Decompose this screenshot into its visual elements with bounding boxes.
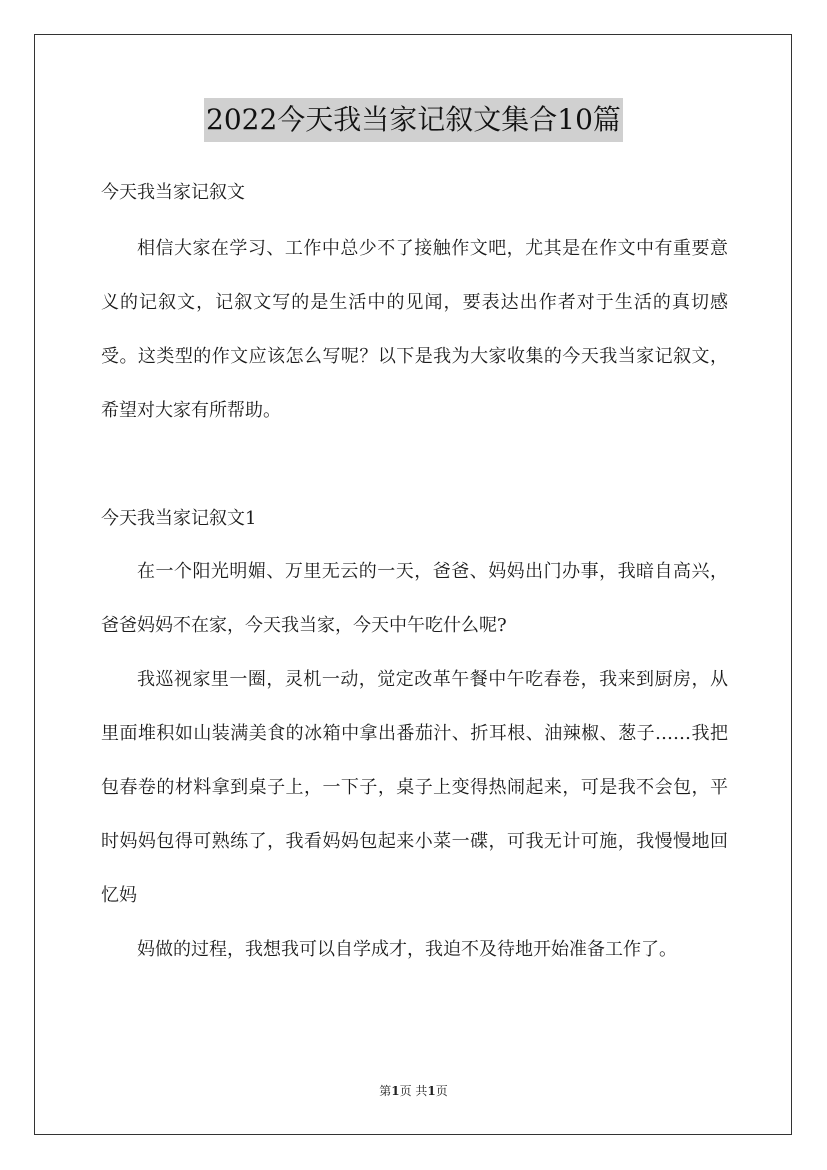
footer-page-total: 1: [427, 1084, 436, 1098]
footer-page-prefix: 第: [379, 1084, 392, 1098]
intro-paragraph: 相信大家在学习、工作中总少不了接触作文吧，尤其是在作文中有重要意义的记叙文，记叙文写的是生活中的见闻，要表达出作者对于生活的真切感受。这类型的作文应该怎么写呢？以下是我为大家收集的今天我当家记叙文，希望对大家有所帮助。: [101, 238, 728, 421]
document-title: 2022今天我当家记叙文集合10篇: [204, 98, 623, 142]
section-heading-intro: 今天我当家记叙文: [101, 182, 245, 203]
footer-page-mid: 页 共: [399, 1084, 428, 1098]
page-footer: [0, 1083, 827, 1099]
essay-1-paragraph-1: 在一个阳光明媚、万里无云的一天，爸爸、妈妈出门办事，我暗自高兴，爸爸妈妈不在家，今天我当家，今天中午吃什么呢?: [101, 561, 728, 636]
essay-1-paragraph-3: 妈做的过程，我想我可以自学成才，我迫不及待地开始准备工作了。: [137, 939, 677, 960]
section-heading-essay-1: 今天我当家记叙文1: [101, 508, 257, 529]
footer-page-suffix: 页: [435, 1084, 448, 1098]
title-container: [0, 98, 827, 142]
footer-page-current: 1: [391, 1084, 400, 1098]
essay-1-paragraph-2: 我巡视家里一圈，灵机一动，觉定改革午餐中午吃春卷，我来到厨房，从里面堆积如山装满美食的冰箱中拿出番茄汁、折耳根、油辣椒、葱子……我把包春卷的材料拿到桌子上，一下子，桌子上变得热闹起来，可是我不会包，平时妈妈包得可熟练了，我看妈妈包起来小菜一碟，可我无计可施，我慢慢地回忆妈: [101, 669, 728, 906]
